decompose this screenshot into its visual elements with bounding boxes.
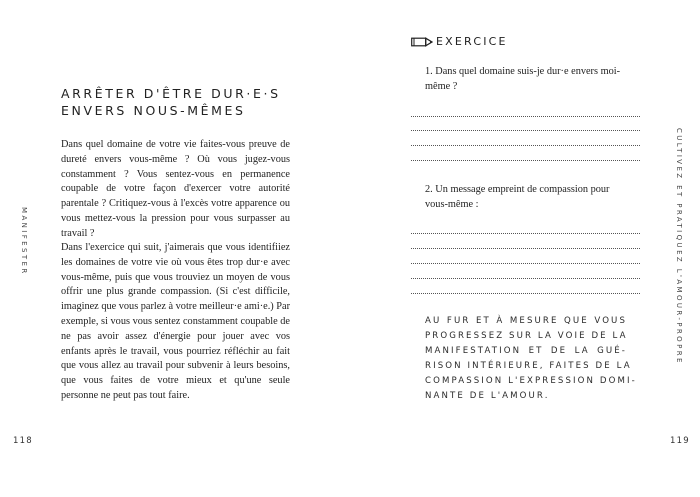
pencil-icon	[411, 37, 433, 47]
section-title	[61, 85, 321, 119]
answer-line[interactable]	[411, 145, 640, 146]
callout-line: MANIFESTATION ET DE LA GUÉ-	[425, 346, 627, 356]
body-paragraph-2: Dans l'exercice qui suit, j'aimerais que vous identifiiez les domaines de votre vie où vous êtes trop dur·e avec vous-même, puis que vous trouviez un moyen de vous offrir une plus grande compassion. (Si c'est difficile, imaginez que vous parlez à votre meilleur·e ami·e.) Par exemple, si vous vous sentez constamment coupable de ne pas avoir assez d'énergie pour jouer avec vos enfants après le travail, vous pourriez réfléchir au fait que vous allez au travail pour subvenir à leurs besoins, que vous faites de votre mieux et qu'une seule personne ne peut pas tout faire.	[61, 242, 291, 401]
callout-line: RISON INTÉRIEURE, FAITES DE LA	[425, 361, 632, 371]
callout-line: NANTE DE L'AMOUR.	[425, 391, 550, 401]
running-head-right: CULTIVEZ ET PRATIQUEZ L'AMOUR-PROPRE	[675, 128, 683, 365]
callout-line: COMPASSION L'EXPRESSION DOMI-	[425, 376, 637, 386]
callout-line: AU FUR ET À MESURE QUE VOUS	[425, 316, 627, 326]
answer-line[interactable]	[411, 248, 640, 249]
section-title-line-1: ARRÊTER D'ÊTRE DUR·E·S	[61, 86, 281, 101]
section-title-line-2: ENVERS NOUS-MÊMES	[61, 103, 246, 118]
question-1: 1. Dans quel domaine suis-je dur·e envers moi-même ?	[425, 66, 621, 92]
answer-line[interactable]	[411, 130, 640, 131]
page-number-left: 118	[13, 436, 33, 446]
answer-line[interactable]	[411, 116, 640, 117]
callout-quote	[425, 314, 637, 404]
question-2: 2. Un message empreint de compassion pour vous-même :	[425, 184, 610, 210]
answer-line[interactable]	[411, 278, 640, 279]
exercise-header	[411, 35, 508, 48]
answer-line[interactable]	[411, 293, 640, 294]
exercise-label: EXERCICE	[436, 35, 508, 48]
answer-line[interactable]	[411, 263, 640, 264]
page-number-right: 119	[670, 436, 690, 446]
running-head-left: MANIFESTER	[20, 207, 28, 276]
body-paragraph-1: Dans quel domaine de votre vie faites-vous preuve de dureté envers vous-même ? Où vous jugez-vous constamment ? Vous sentez-vous en permanence coupable de votre façon d'exercer votre autorité parentale ? Critiquez-vous à l'excès votre apparence ou vous mettez-vous la pression pour vous surpasser au travail ?	[61, 139, 290, 239]
answer-line[interactable]	[411, 160, 640, 161]
answer-line[interactable]	[411, 233, 640, 234]
callout-line: PROGRESSEZ SUR LA VOIE DE LA	[425, 331, 628, 341]
